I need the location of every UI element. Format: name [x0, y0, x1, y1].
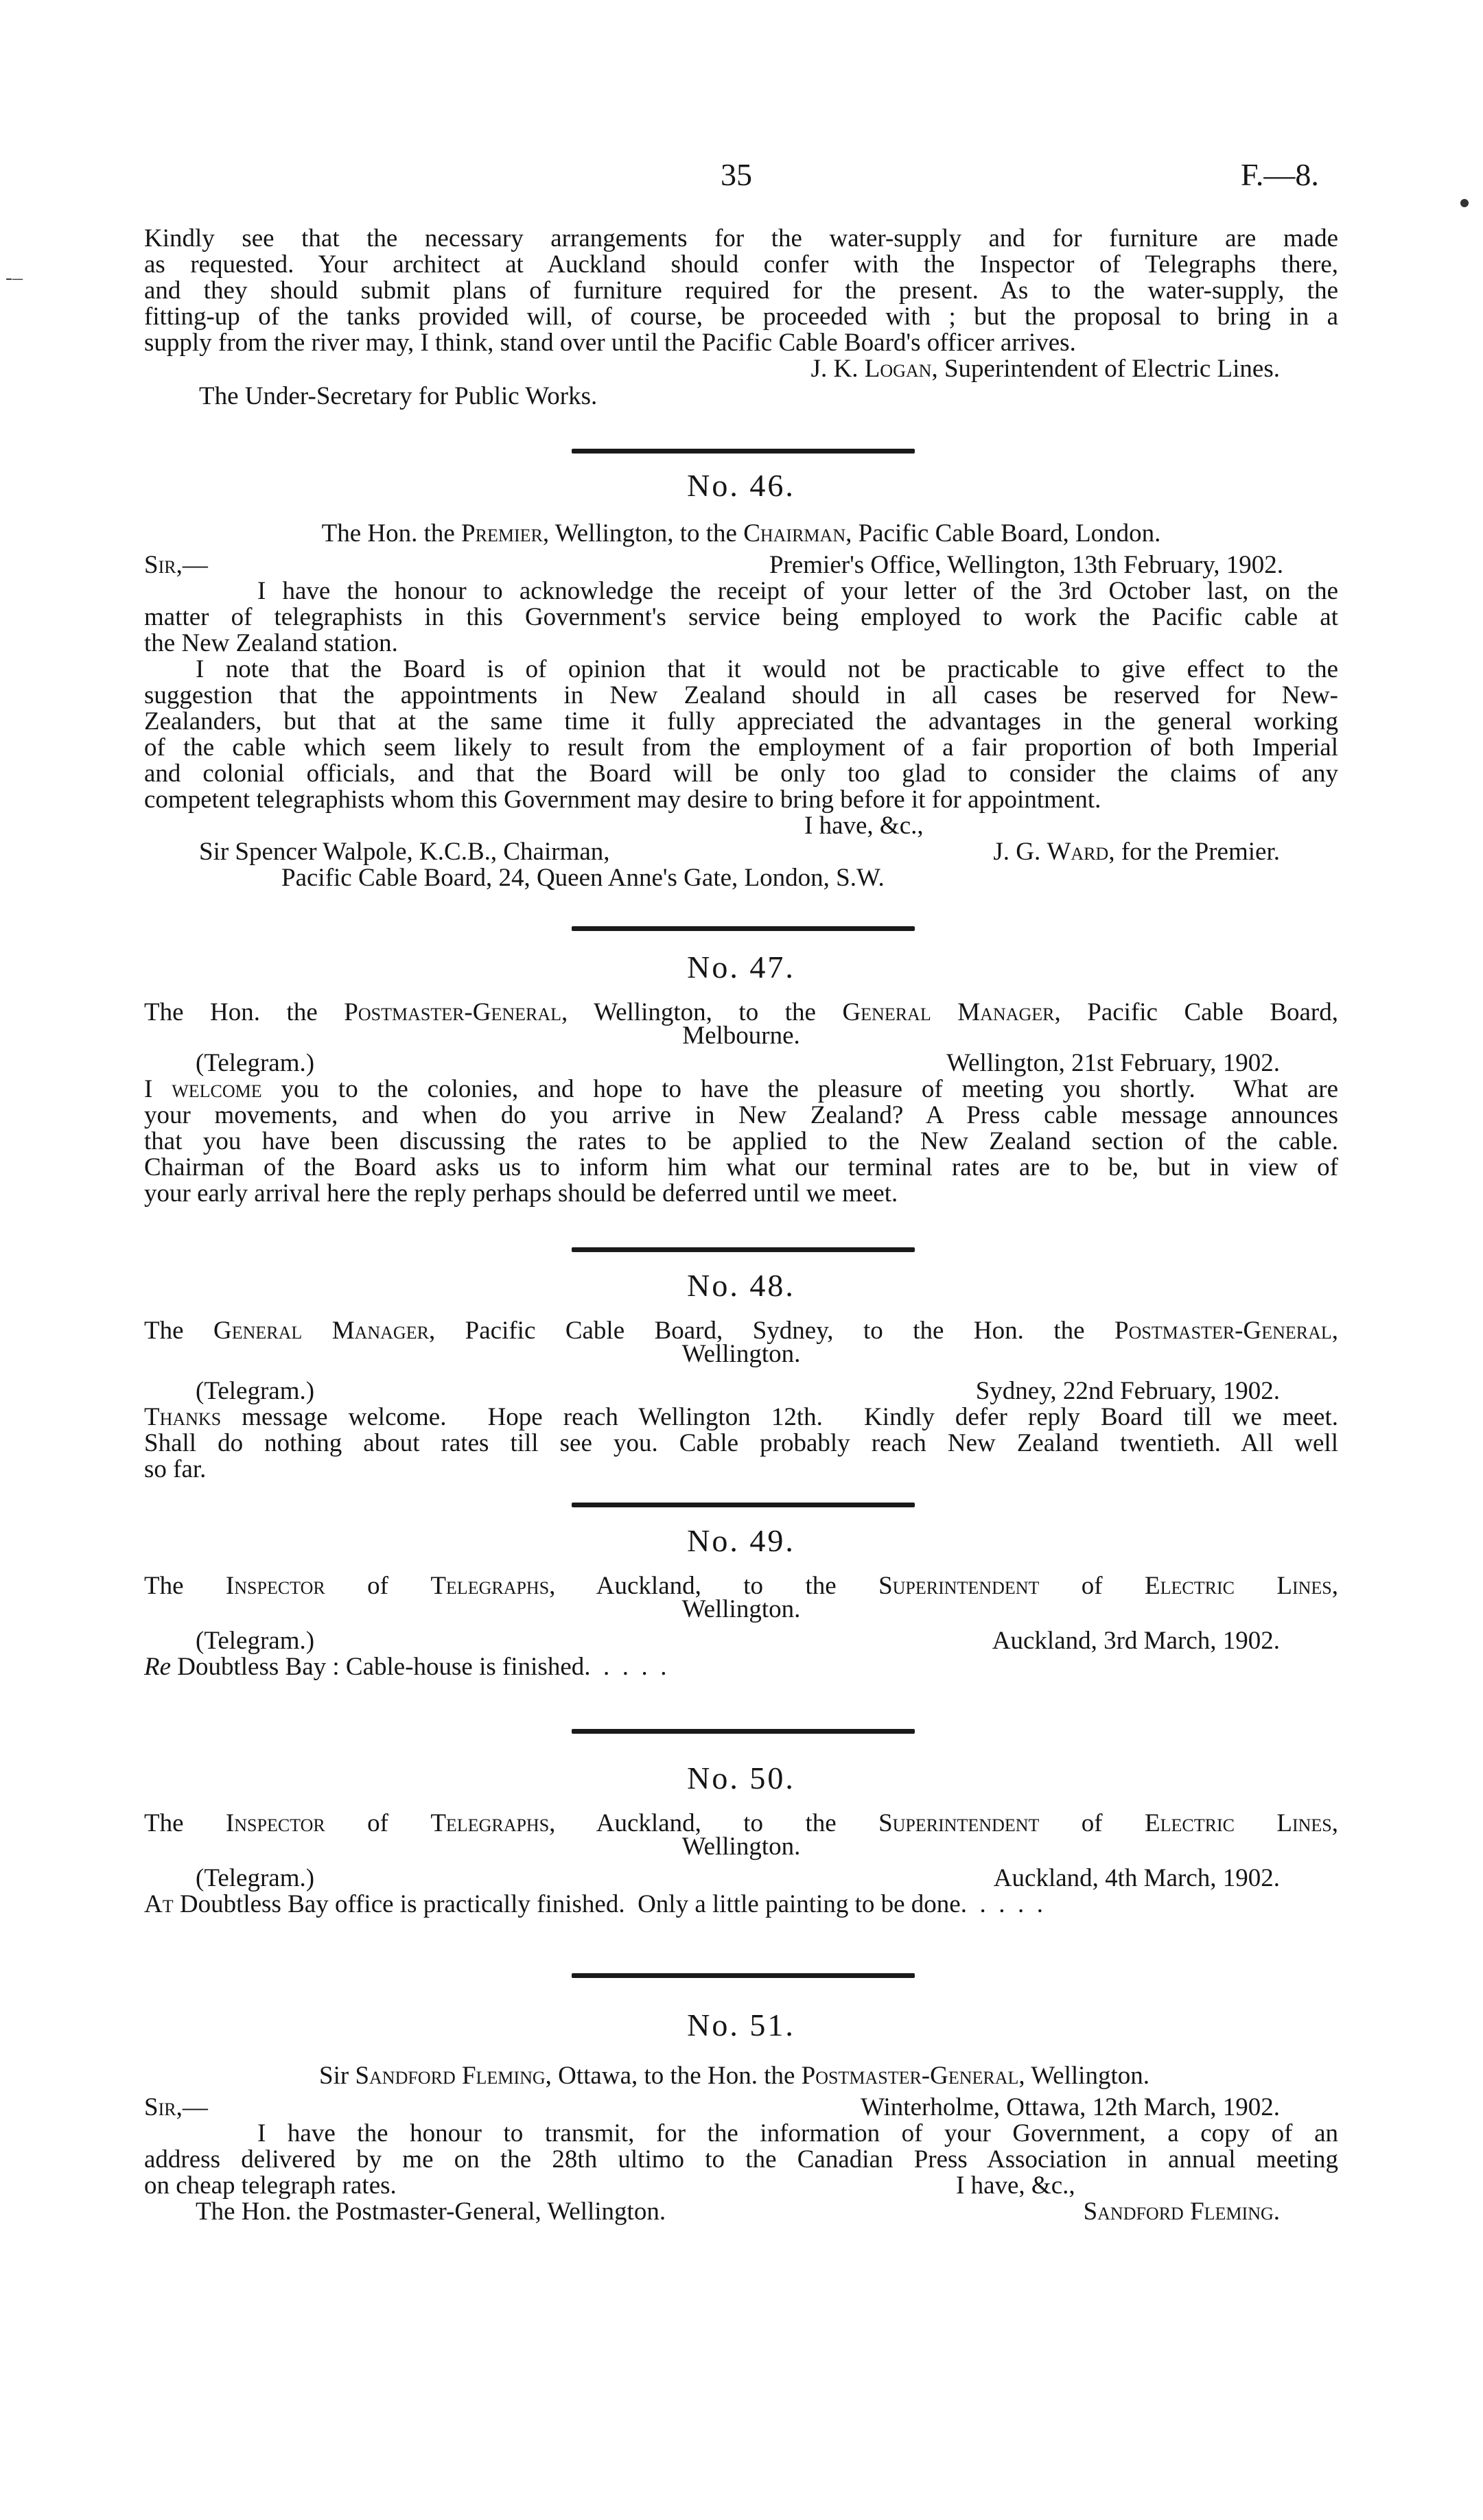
no50-route-city: Wellington. — [681, 1833, 801, 1861]
section-divider — [572, 1503, 915, 1507]
no51-addressee: The Hon. the Postmaster-General, Wellington. — [196, 2198, 666, 2226]
no47-route: The Hon. the Postmaster-General, Wellington, to the General Manager, Pacific Cable Board, — [144, 998, 1338, 1026]
no48-body-2: Shall do nothing about rates till see you. Cable probably reach New Zealand twentieth. All well — [144, 1429, 1338, 1457]
no49-body: Re Doubtless Bay : Cable-house is finished. . . . . — [144, 1653, 667, 1681]
section-divider — [572, 449, 915, 454]
section-divider — [572, 926, 915, 931]
no46-body-1: I have the honour to acknowledge the receipt of your letter of the 3rd October last, on the — [257, 577, 1338, 605]
no46-body-9: competent telegraphists whom this Government may desire to bring before it for appointment. — [144, 786, 1101, 814]
intro-line-3: and they should submit plans of furniture required for the present. As to the water-supply, the — [144, 276, 1338, 305]
no51-salutation: Sir,— — [144, 2093, 208, 2121]
intro-line-4: fitting-up of the tanks provided will, of course, be proceeded with ; but the proposal to bring in a — [144, 303, 1338, 331]
no46-route: The Hon. the Premier, Wellington, to the Chairman, Pacific Cable Board, London. — [321, 519, 1161, 547]
no48-route-city: Wellington. — [681, 1340, 801, 1368]
no47-body-3: that you have been discussing the rates to be applied to the New Zealand section of the cable. — [144, 1127, 1338, 1155]
no46-body-8: and colonial officials, and that the Board will be only too glad to consider the claims of any — [144, 759, 1338, 788]
no49-route: The Inspector of Telegraphs, Auckland, to the Superintendent of Electric Lines, — [144, 1572, 1338, 1600]
letter-heading-no-46: No. 46. — [687, 468, 795, 503]
no49-route-city: Wellington. — [681, 1595, 801, 1623]
no50-route: The Inspector of Telegraphs, Auckland, to the Superintendent of Electric Lines, — [144, 1809, 1338, 1837]
margin-mark-right — [1460, 199, 1469, 207]
no46-body-2: matter of telegraphists in this Government's service being employed to work the Pacific cable at — [144, 603, 1338, 631]
no47-body-2: your movements, and when do you arrive in New Zealand? A Press cable message announces — [144, 1101, 1338, 1129]
no50-body: At Doubtless Bay office is practically finished. Only a little painting to be done. . . . . — [144, 1890, 1043, 1918]
no47-body-5: your early arrival here the reply perhaps should be deferred until we meet. — [144, 1179, 898, 1208]
no48-route: The General Manager, Pacific Cable Board, Sydney, to the Hon. the Postmaster-General, — [144, 1317, 1338, 1345]
no50-kind: (Telegram.) — [196, 1864, 315, 1892]
page-number: 35 — [721, 157, 752, 192]
no51-body-3: on cheap telegraph rates. — [144, 2171, 397, 2200]
no51-signatory: Sandford Fleming. — [1083, 2198, 1280, 2226]
section-divider — [572, 1729, 915, 1734]
no46-salutation: Sir,— — [144, 551, 208, 579]
no47-body-1: I welcome you to the colonies, and hope to have the pleasure of meeting you shortly. What are — [144, 1075, 1338, 1103]
margin-mark-left: ‐– — [5, 266, 23, 289]
letter-heading-no-51: No. 51. — [687, 2007, 795, 2042]
no46-recipient-line-1: Sir Spencer Walpole, K.C.B., Chairman, — [199, 838, 610, 866]
no48-body-3: so far. — [144, 1455, 207, 1483]
letter-heading-no-48: No. 48. — [687, 1268, 795, 1303]
intro-addressee: The Under-Secretary for Public Works. — [199, 382, 598, 410]
no51-body-2: address delivered by me on the 28th ultimo to the Canadian Press Association in annual meeting — [144, 2145, 1338, 2174]
section-divider — [572, 1247, 915, 1252]
no51-route: Sir Sandford Fleming, Ottawa, to the Hon. the Postmaster-General, Wellington. — [319, 2062, 1149, 2090]
letter-heading-no-50: No. 50. — [687, 1761, 795, 1795]
no46-signatory: J. G. Ward, for the Premier. — [993, 838, 1280, 866]
intro-signatory: J. K. Logan, Superintendent of Electric Lines. — [810, 355, 1280, 383]
no46-body-4: I note that the Board is of opinion that it would not be practicable to give effect to the — [196, 655, 1338, 683]
letter-heading-no-49: No. 49. — [687, 1523, 795, 1558]
no50-place-date: Auckland, 4th March, 1902. — [993, 1864, 1280, 1892]
no46-body-5: suggestion that the appointments in New Zealand should in all cases be reserved for New- — [144, 681, 1338, 709]
no47-kind: (Telegram.) — [196, 1049, 315, 1077]
no48-kind: (Telegram.) — [196, 1377, 315, 1405]
no46-body-6: Zealanders, but that at the same time it fully appreciated the advantages in the general working — [144, 707, 1338, 735]
no47-route-city: Melbourne. — [682, 1022, 800, 1050]
no46-closing: I have, &c., — [804, 812, 924, 840]
no51-place-date: Winterholme, Ottawa, 12th March, 1902. — [861, 2093, 1280, 2121]
no47-body-4: Chairman of the Board asks us to inform him what our terminal rates are to be, but in view of — [144, 1153, 1338, 1181]
intro-line-5: supply from the river may, I think, stand over until the Pacific Cable Board's officer arrives. — [144, 329, 1076, 357]
no49-place-date: Auckland, 3rd March, 1902. — [992, 1627, 1280, 1655]
no46-recipient-line-2: Pacific Cable Board, 24, Queen Anne's Gate, London, S.W. — [281, 864, 885, 892]
no51-body-1: I have the honour to transmit, for the information of your Government, a copy of an — [257, 2119, 1338, 2147]
no49-kind: (Telegram.) — [196, 1627, 315, 1655]
no46-body-3: the New Zealand station. — [144, 629, 398, 657]
no47-place-date: Wellington, 21st February, 1902. — [946, 1049, 1280, 1077]
no48-place-date: Sydney, 22nd February, 1902. — [975, 1377, 1280, 1405]
no51-closing: I have, &c., — [956, 2171, 1075, 2200]
document-reference: F.—8. — [1241, 157, 1319, 192]
no46-place-date: Premier's Office, Wellington, 13th February, 1902. — [769, 551, 1283, 579]
no48-body-1: Thanks message welcome. Hope reach Wellington 12th. Kindly defer reply Board till we meet. — [144, 1403, 1338, 1431]
section-divider — [572, 1973, 915, 1978]
intro-line-2: as requested. Your architect at Auckland should confer with the Inspector of Telegraphs there, — [144, 250, 1338, 279]
letter-heading-no-47: No. 47. — [687, 950, 795, 985]
no46-body-7: of the cable which seem likely to result from the employment of a fair proportion of both Imperial — [144, 733, 1338, 762]
intro-line-1: Kindly see that the necessary arrangements for the water-supply and for furniture are made — [144, 224, 1338, 252]
